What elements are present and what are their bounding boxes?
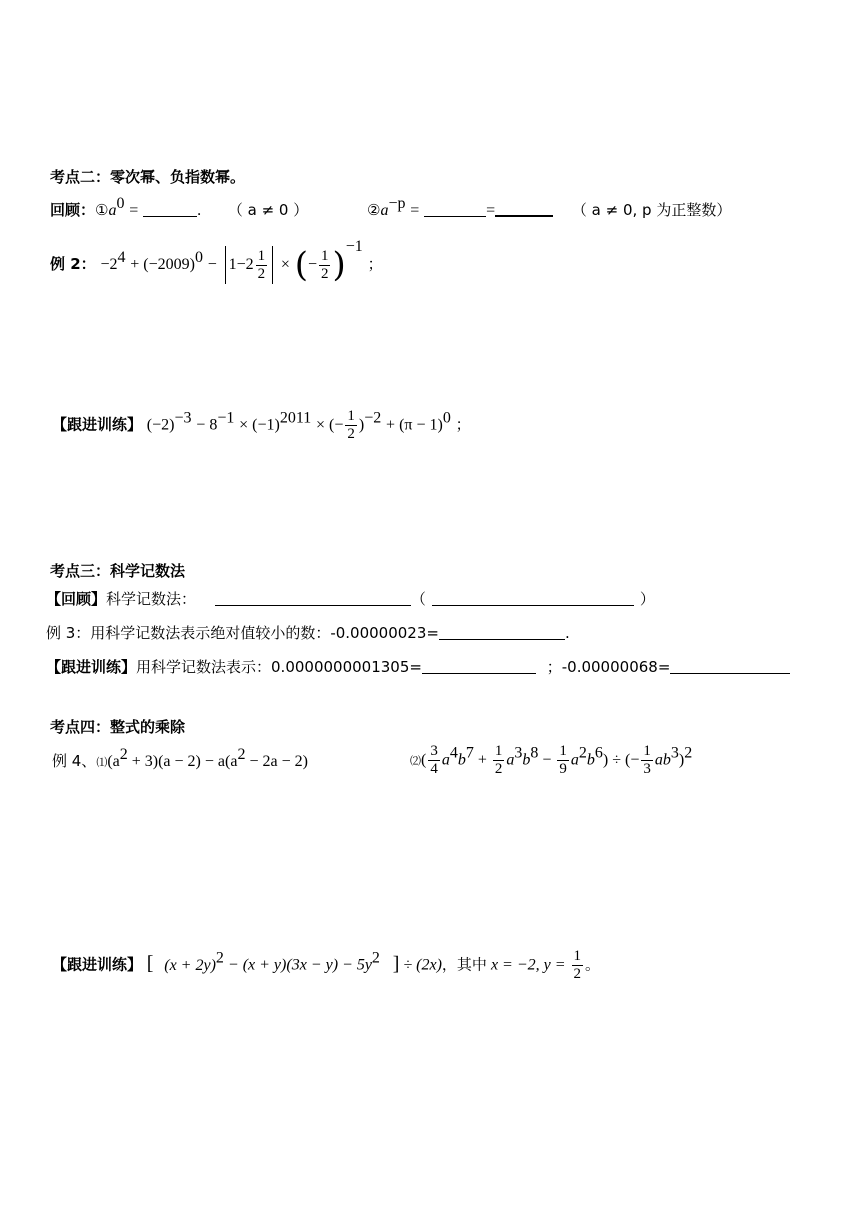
practice4-q1: (x + 2y)	[164, 956, 216, 974]
sci-notation-blank-1[interactable]	[215, 591, 411, 606]
ap-answer-blank-1[interactable]	[424, 202, 486, 217]
ex4-p1-a: (a	[107, 753, 120, 770]
example-4-part1	[52, 746, 308, 771]
practice4-end: 。	[585, 955, 601, 974]
ex4-minus: −	[538, 751, 556, 769]
pr-end: ；	[455, 415, 471, 434]
ex4-frac-1: $\frac{3}{4}$	[430, 743, 438, 777]
ex2-neg: −	[307, 256, 317, 273]
review3-label: 【回顾】	[46, 590, 107, 608]
a0-condition: （ a ≠ 0 ）	[227, 201, 309, 219]
practice-2-label: 【跟进训练】	[52, 415, 143, 434]
ex2-paren-open: (	[294, 245, 308, 285]
example-2-label: 例 2：	[50, 255, 96, 273]
ap-exp: −p	[388, 195, 406, 212]
review-line-3	[46, 590, 655, 608]
practice3-blank-1[interactable]	[422, 659, 536, 674]
practice-4	[52, 948, 600, 983]
abs-bar-right	[272, 246, 273, 284]
ex4-p2-open: (	[421, 751, 427, 769]
practice3-text: 用科学记数法表示：0.0000000001305=	[136, 658, 422, 676]
ex4-t1-e2: 7	[465, 744, 474, 762]
a0-eq: =	[129, 202, 139, 219]
pr-exp-b: −1	[217, 409, 235, 427]
review-label: 回顾：	[50, 201, 96, 219]
practice4-q2: − (x + y)(3x − y) − 5y	[223, 956, 372, 974]
ex4-p1-exp: 2	[119, 746, 128, 763]
ex2-paren-close: )	[332, 245, 346, 285]
pr-exp-a: −3	[174, 409, 192, 427]
practice4-bracket-open: [	[146, 952, 154, 975]
ex4-t4-e1: 3	[670, 744, 679, 762]
ex2-exp4: 4	[117, 249, 126, 266]
practice4-q1-exp: 2	[215, 949, 224, 967]
pr-frac: $\frac{1}{2}$	[347, 408, 355, 442]
ex4-frac-4: $\frac{1}{3}$	[643, 743, 651, 777]
ex4-p1-exp-b: 2	[237, 746, 246, 763]
ex2-end: ；	[367, 255, 383, 273]
ex4-t2-b: b	[522, 751, 531, 769]
example-4-part2	[410, 743, 692, 778]
ex4-div: ) ÷ (−	[602, 751, 640, 769]
pr-term-a: (−2)	[146, 416, 175, 434]
a0-exp: 0	[116, 195, 125, 212]
ex2-term1: −2	[100, 256, 118, 273]
practice4-cond: ，其中	[441, 955, 487, 974]
ap-condition: （ a ≠ 0, p 为正整数）	[571, 201, 732, 219]
review3-paren-open: （	[410, 590, 426, 608]
ex4-t1-e1: 4	[449, 744, 458, 762]
ex2-minus: −	[207, 256, 217, 273]
ex4-p1-b: + 3)(a − 2) − a(a	[127, 753, 238, 770]
ex4-t3-b: b	[586, 751, 595, 769]
ex4-t3-e2: 6	[594, 744, 603, 762]
pr-term-d: × (−	[316, 416, 344, 434]
circle-2: ②	[367, 201, 381, 219]
ex4-t2-a: a	[506, 751, 515, 769]
ex4-t2-e1: 3	[514, 744, 523, 762]
pr-term-c: × (−1)	[239, 416, 280, 434]
a0-dot: .	[197, 202, 202, 219]
pr-exp-c: 2011	[279, 409, 312, 427]
practice4-label: 【跟进训练】	[52, 955, 143, 974]
pr-term-e: + (π − 1)	[386, 416, 443, 434]
a0-base: a	[108, 202, 117, 219]
ex4-frac-3: $\frac{1}{9}$	[559, 743, 567, 777]
ex2-abs-inner: 1−2	[228, 256, 254, 273]
practice3-sep: ；-0.00000068=	[546, 658, 671, 676]
example-2	[50, 238, 383, 285]
ex4-p1-c: − 2a − 2)	[245, 753, 308, 770]
pr-exp-e: 0	[442, 409, 451, 427]
ex4-t4: ab	[654, 751, 671, 769]
practice4-q3: ÷ (2x)	[399, 956, 442, 974]
practice4-bracket-close: ]	[392, 952, 400, 975]
ex3-end: .	[564, 624, 570, 642]
ex4-t2-e2: 8	[530, 744, 539, 762]
ex4-t4-e2: 2	[684, 744, 693, 762]
practice4-frac: $\frac{1}{2}$	[573, 948, 582, 982]
ex2-times: ×	[280, 256, 290, 273]
ex3-text: 例 3：用科学记数法表示绝对值较小的数：-0.00000023=	[46, 624, 439, 642]
ap-eq: =	[410, 202, 420, 219]
section4-heading: 考点四：整式的乘除	[50, 718, 186, 736]
practice-2	[52, 408, 471, 443]
pr-term-b: − 8	[196, 416, 218, 434]
ex4-p1-label: ⑴	[96, 756, 108, 769]
practice3-label: 【跟进训练】	[46, 658, 137, 676]
abs-bar-left	[225, 246, 226, 284]
ap-base: a	[380, 202, 389, 219]
ex2-term2: + (−2009)	[130, 256, 195, 273]
practice4-q2-exp: 2	[371, 949, 380, 967]
ex4-label: 例 4、	[52, 752, 97, 770]
pr-term-d-close: )	[358, 416, 365, 434]
ex2-frac-a: $\frac{1}{2}$	[257, 247, 266, 282]
ap-answer-blank-2[interactable]	[495, 201, 553, 217]
ex4-t4-close: )	[678, 751, 685, 769]
a0-answer-blank[interactable]	[143, 202, 197, 217]
ex2-exp0: 0	[194, 249, 203, 266]
ap-eq2: =	[486, 202, 496, 219]
ex4-t1-b: b	[457, 751, 466, 769]
ex2-exp-neg1: −1	[345, 238, 363, 255]
ex2-frac-b: $\frac{1}{2}$	[320, 247, 329, 282]
ex4-p2-label: ⑵	[410, 754, 421, 768]
circle-1: ①	[95, 201, 109, 219]
pr-exp-d: −2	[364, 409, 382, 427]
practice4-cond-expr: x = −2, y =	[486, 956, 570, 974]
ex3-answer-blank[interactable]	[439, 625, 565, 640]
section2-heading: 考点二：零次幂、负指数幂。	[50, 168, 246, 186]
review3-text: 科学记数法：	[106, 590, 197, 608]
ex4-t1-a: a	[441, 751, 450, 769]
ex4-t3-e1: 2	[578, 744, 587, 762]
practice3-blank-2[interactable]	[670, 659, 790, 674]
sci-notation-blank-2[interactable]	[432, 591, 634, 606]
example-3	[46, 624, 570, 642]
ex4-frac-2: $\frac{1}{2}$	[494, 743, 503, 777]
section3-heading: 考点三：科学记数法	[50, 562, 186, 580]
practice-3	[46, 658, 790, 676]
ex4-plus: +	[473, 751, 491, 769]
review3-paren-close: ）	[639, 590, 655, 608]
review-line-1	[50, 195, 732, 220]
ex4-t3-a: a	[570, 751, 579, 769]
